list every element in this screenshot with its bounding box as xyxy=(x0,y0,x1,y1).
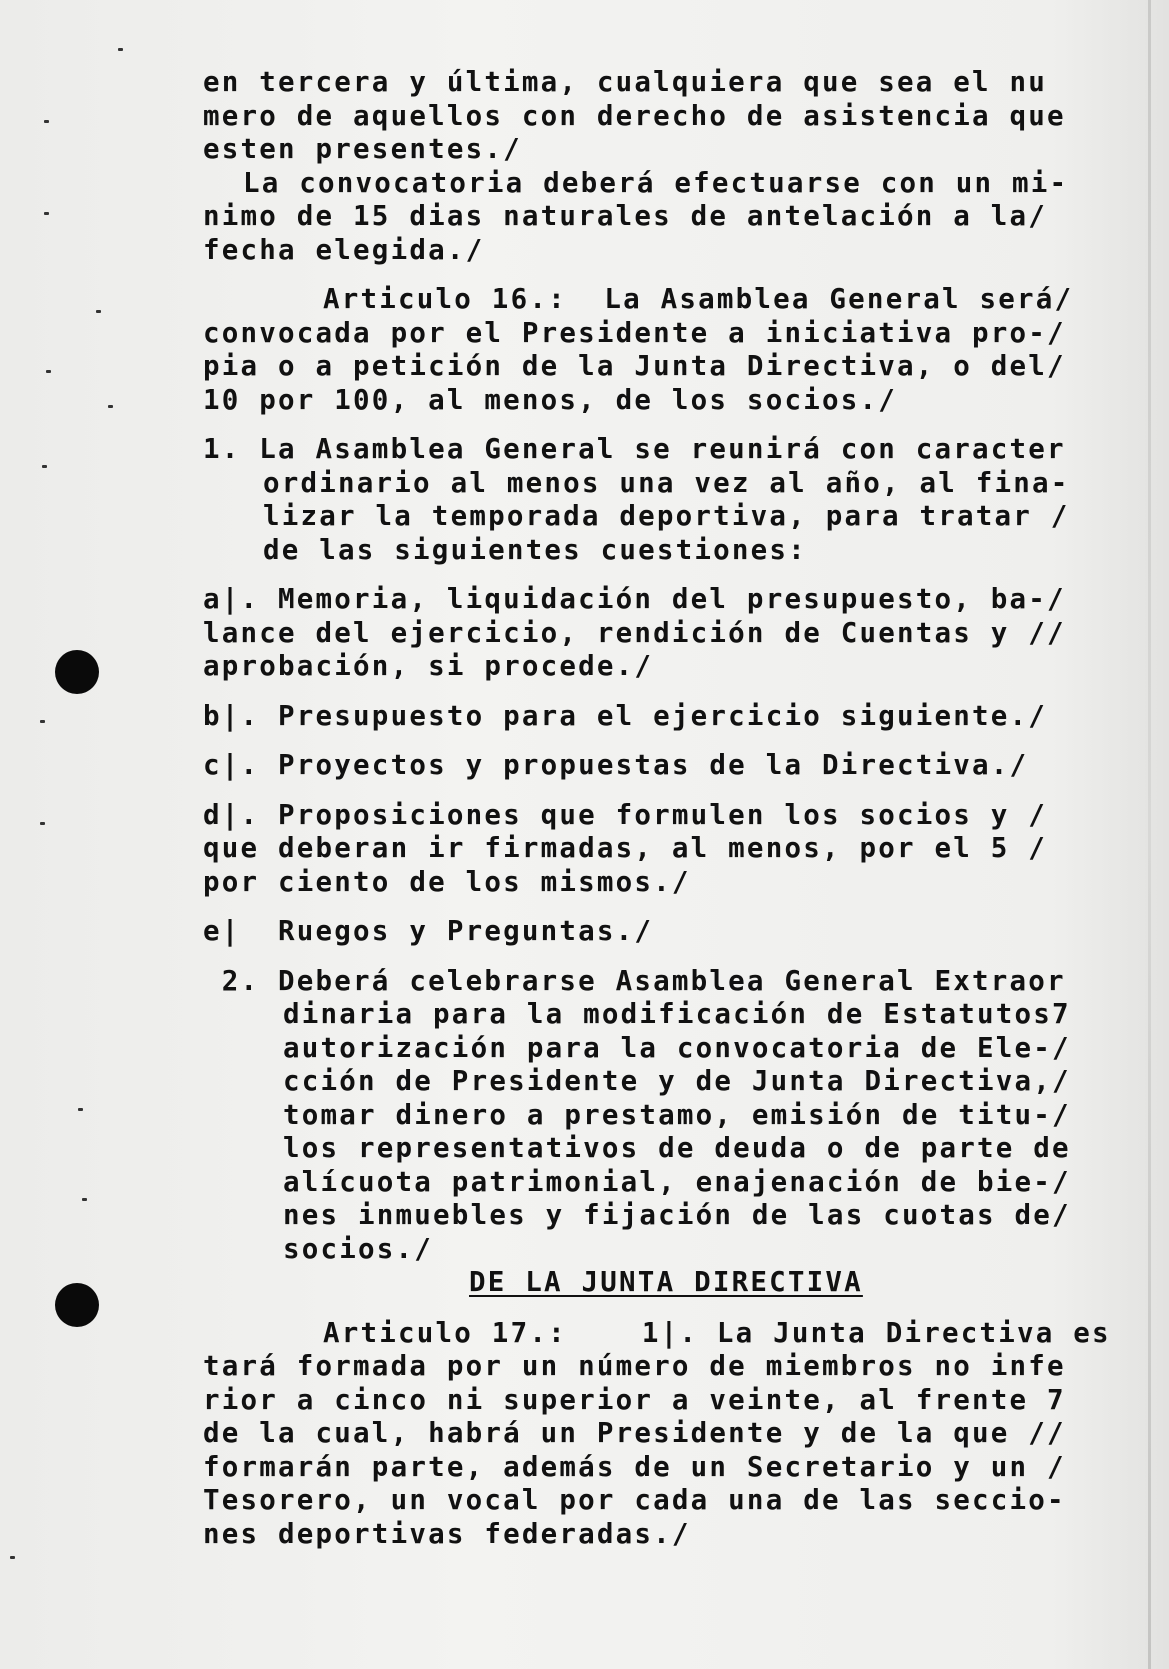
text-line: rior a cinco ni superior a veinte, al frente 7 xyxy=(203,1383,1066,1416)
text-line: fecha elegida./ xyxy=(203,233,485,266)
text-line: nes inmuebles y fijación de las cuotas de/ xyxy=(283,1199,1071,1231)
page-edge-shadow xyxy=(1148,0,1151,1669)
text-line: cción de Presidente y de Junta Directiva,/ xyxy=(283,1065,1071,1097)
paragraph-gap xyxy=(203,684,1143,700)
paragraph-gap xyxy=(203,783,1143,799)
text-line: dinaria para la modificación de Estatutos7 xyxy=(283,998,1071,1030)
scan-speck xyxy=(96,310,101,313)
text-line: formarán parte, además de un Secretario y un / xyxy=(203,1450,1066,1483)
text-line: mero de aquellos con derecho de asistencia que xyxy=(203,99,1066,132)
text-line: de la cual, habrá un Presidente y de la que // xyxy=(203,1417,1066,1449)
text-line: autorización para la convocatoria de Ele-/ xyxy=(283,1031,1071,1064)
paragraph-gap xyxy=(203,567,1143,583)
text-line: b|. Presupuesto para el ejercicio siguiente./ xyxy=(203,699,1048,732)
text-line: 10 por 100, al menos, de los socios./ xyxy=(203,383,897,416)
paragraph-gap xyxy=(203,417,1143,433)
text-line: aprobación, si procede./ xyxy=(203,650,654,682)
text-line: Articulo 17.: 1|. La Junta Directiva es xyxy=(323,1316,1111,1349)
text-line: d|. Proposiciones que formulen los socios y / xyxy=(203,798,1048,831)
text-line: 2. Deberá celebrarse Asamblea General Extraor xyxy=(203,964,1066,997)
paragraph-gap xyxy=(203,1300,1143,1317)
punch-hole-upper xyxy=(55,650,99,694)
scan-speck xyxy=(82,1198,87,1201)
typewritten-text xyxy=(203,66,1143,1551)
text-line: Tesorero, un vocal por cada una de las seccio- xyxy=(203,1484,1066,1516)
text-line: pia o a petición de la Junta Directiva, o del/ xyxy=(203,350,1066,382)
paragraph-gap xyxy=(203,899,1143,915)
text-line: nes deportivas federadas./ xyxy=(203,1517,691,1550)
text-line: a|. Memoria, liquidación del presupuesto, ba-/ xyxy=(203,583,1066,615)
text-line: alícuota patrimonial, enajenación de bie-/ xyxy=(283,1165,1071,1198)
text-line: esten presentes./ xyxy=(203,133,522,165)
text-line: convocada por el Presidente a iniciativa pro-/ xyxy=(203,316,1066,349)
text-line: nimo de 15 dias naturales de antelación a la/ xyxy=(203,200,1048,232)
text-line: por ciento de los mismos./ xyxy=(203,865,691,898)
text-line: c|. Proyectos y propuestas de la Directiva./ xyxy=(203,749,1029,781)
text-line: que deberan ir firmadas, al menos, por el 5 / xyxy=(203,832,1048,864)
punch-hole-lower xyxy=(55,1283,99,1327)
text-line: socios./ xyxy=(283,1232,434,1265)
paragraph-gap xyxy=(203,949,1143,965)
text-line: Articulo 16.: La Asamblea General será/ xyxy=(323,283,1074,315)
scan-speck xyxy=(42,465,47,468)
text-line: ordinario al menos una vez al año, al fina- xyxy=(263,466,1070,499)
paragraph-gap xyxy=(203,267,1143,283)
scan-speck xyxy=(108,405,113,408)
scan-speck xyxy=(46,370,51,373)
scan-speck xyxy=(44,120,49,123)
scan-speck xyxy=(10,1556,15,1559)
scan-speck xyxy=(40,822,45,825)
text-line: lizar la temporada deportiva, para tratar / xyxy=(263,500,1070,532)
scan-speck xyxy=(78,1108,83,1111)
text-line: 1. La Asamblea General se reunirá con caracter xyxy=(203,433,1066,465)
scan-speck xyxy=(44,212,49,215)
paragraph-gap xyxy=(203,733,1143,749)
scan-speck xyxy=(118,48,123,51)
text-line: en tercera y última, cualquiera que sea el nu xyxy=(203,66,1048,98)
text-line: de las siguientes cuestiones: xyxy=(263,533,807,566)
text-line: los representativos de deuda o de parte de xyxy=(283,1132,1071,1164)
section-heading: DE LA JUNTA DIRECTIVA xyxy=(469,1266,863,1298)
scan-speck xyxy=(40,720,45,723)
text-line: tará formada por un número de miembros no infe xyxy=(203,1350,1066,1382)
text-line: lance del ejercicio, rendición de Cuentas y // xyxy=(203,616,1066,649)
text-line: La convocatoria deberá efectuarse con un mi- xyxy=(243,166,1069,199)
text-line: e| Ruegos y Preguntas./ xyxy=(203,915,654,947)
text-line: tomar dinero a prestamo, emisión de titu-/ xyxy=(283,1098,1071,1131)
